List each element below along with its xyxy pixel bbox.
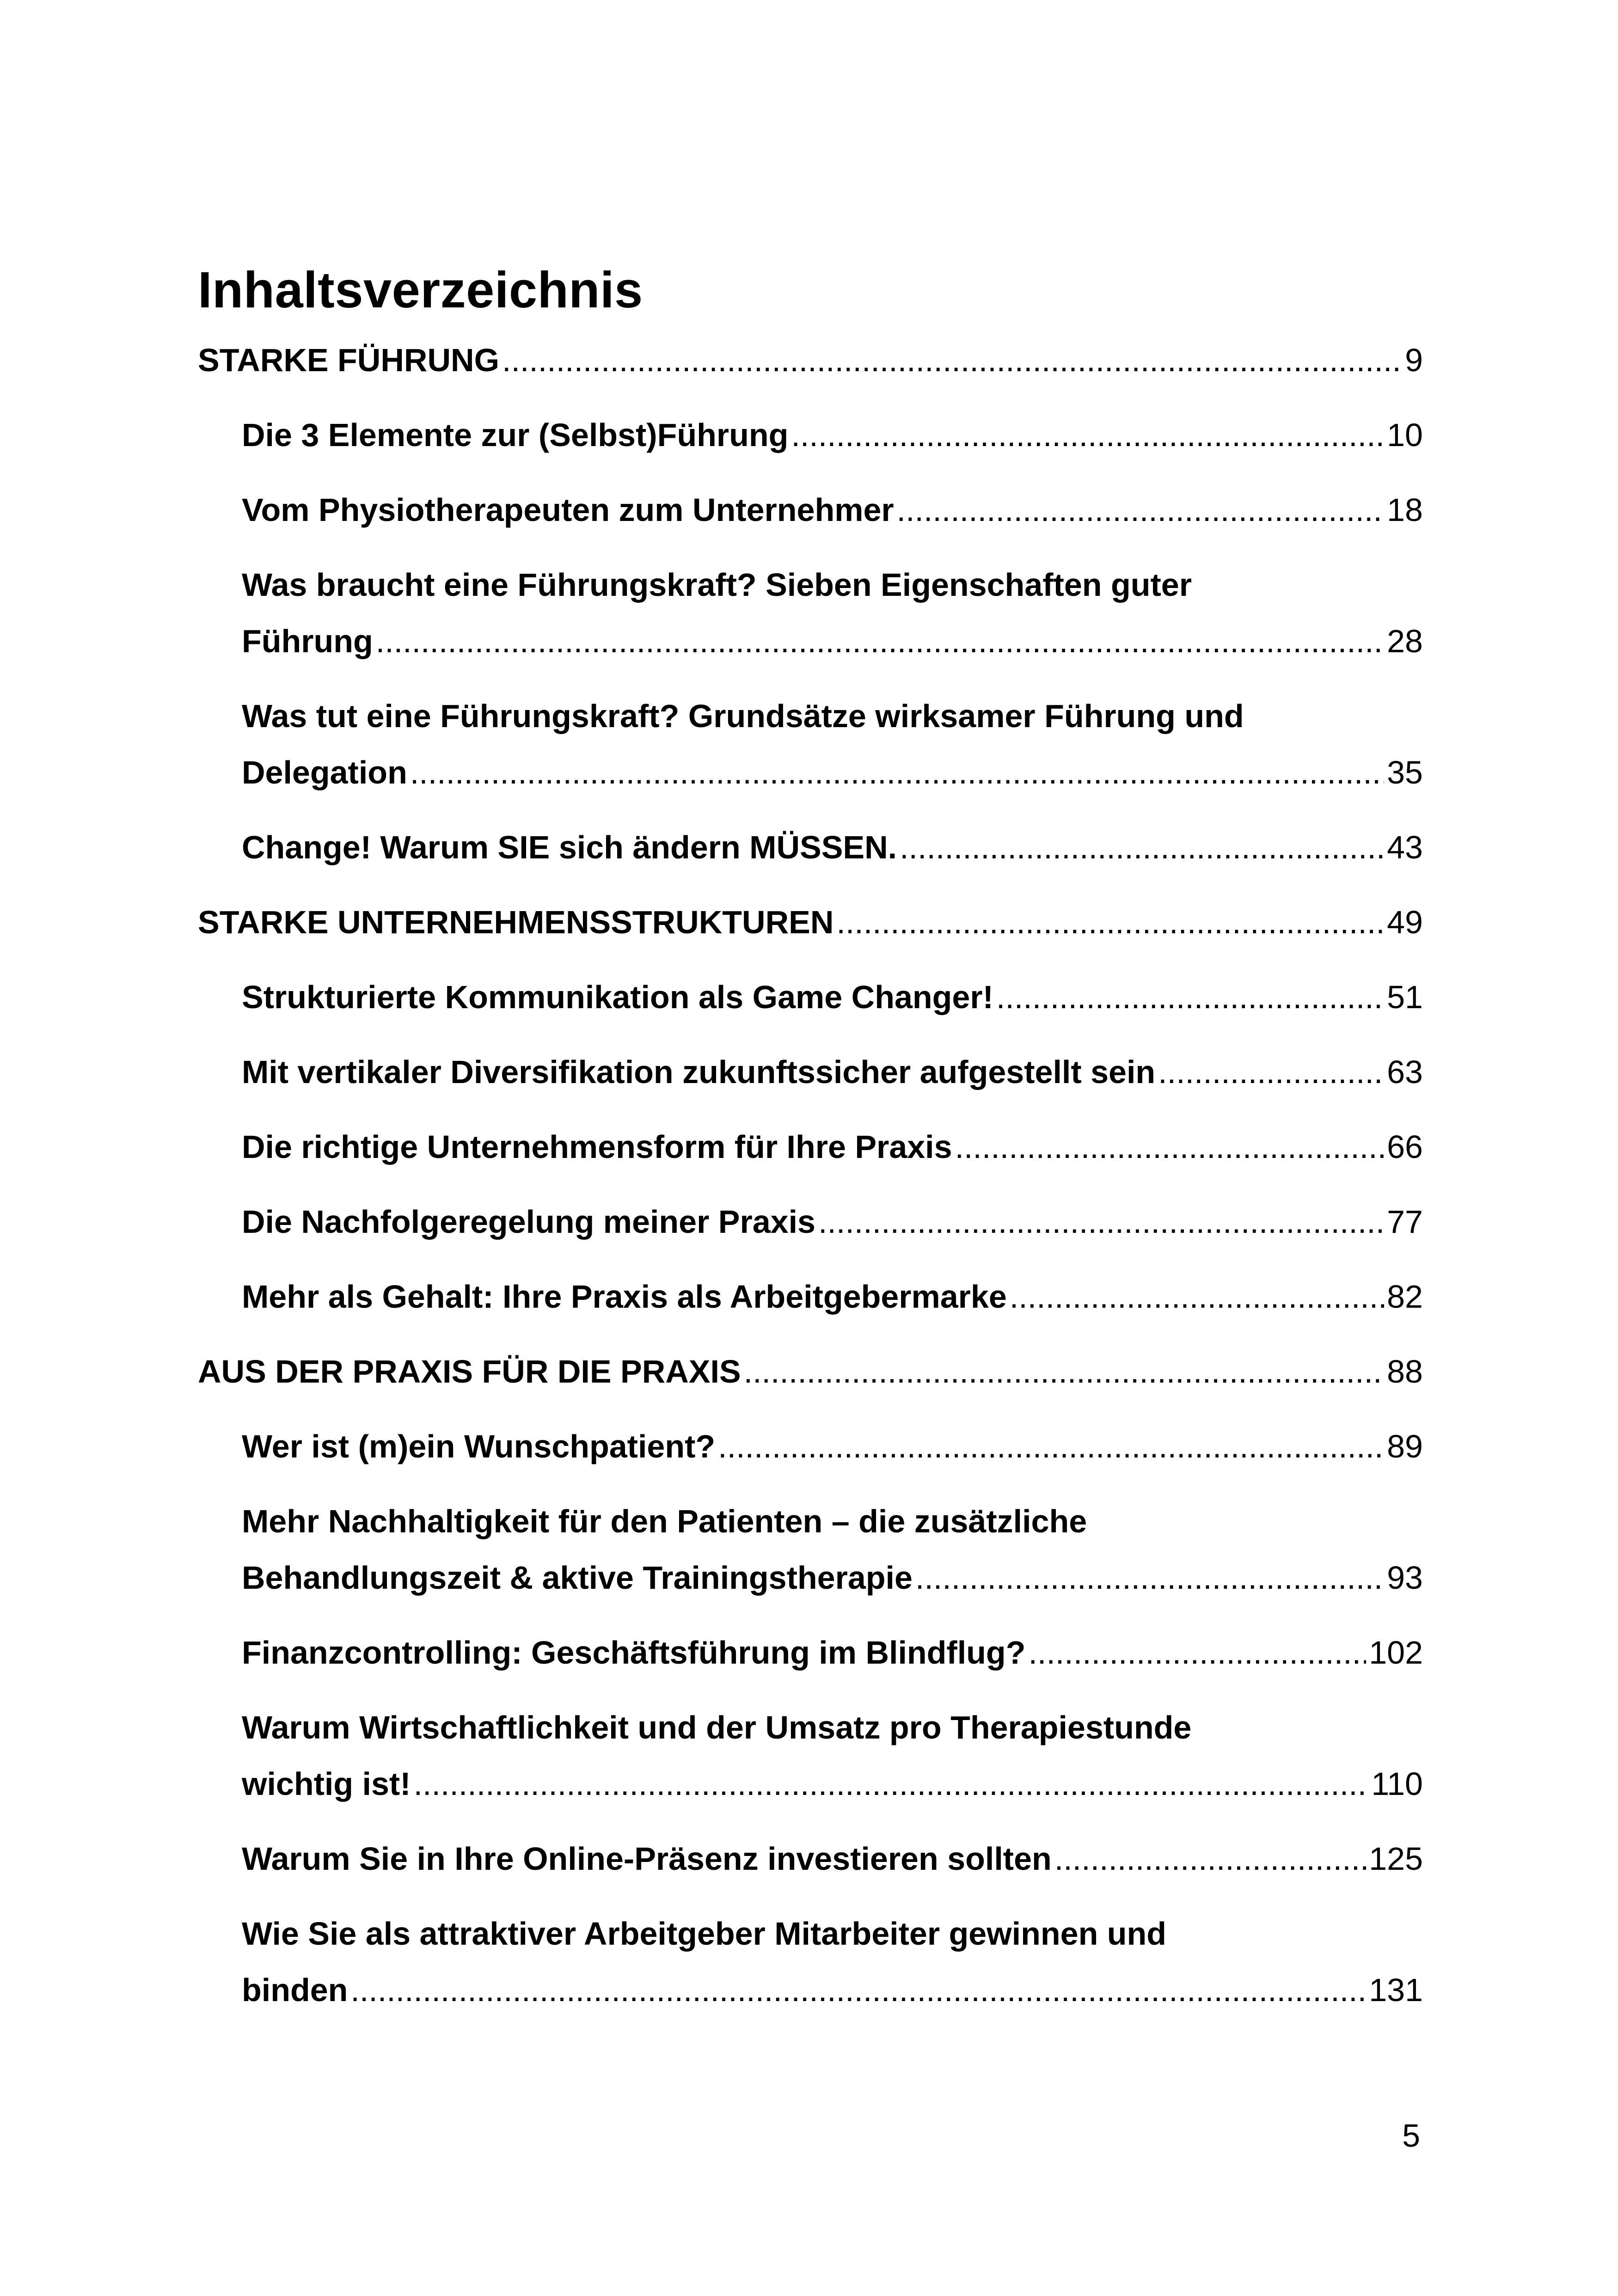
dot-leader bbox=[955, 1119, 1385, 1175]
toc-page-number: 110 bbox=[1371, 1766, 1423, 1802]
toc-entry-title-line: Warum Sie in Ihre Online-Präsenz investieren sollten bbox=[242, 1841, 1052, 1877]
toc-page-number: 10 bbox=[1387, 417, 1423, 453]
toc-page-number: 18 bbox=[1387, 492, 1423, 528]
toc-page-number: 66 bbox=[1387, 1129, 1423, 1165]
toc-page-number: 77 bbox=[1387, 1204, 1423, 1240]
toc-entry-title-line: Mehr Nachhaltigkeit für den Patienten – die zusätzliche bbox=[242, 1503, 1087, 1539]
dot-leader bbox=[1158, 1044, 1384, 1100]
toc-entry-title-line: STARKE UNTERNEHMENSSTRUKTUREN bbox=[198, 904, 834, 940]
toc-chapter-entry[interactable] bbox=[198, 1268, 1423, 1325]
toc-section-entry[interactable] bbox=[198, 894, 1423, 950]
toc-chapter-entry[interactable] bbox=[198, 688, 1423, 801]
toc-page-number: 49 bbox=[1387, 904, 1423, 940]
toc-page-number: 28 bbox=[1387, 623, 1423, 659]
toc-entry-title-line: wichtig ist! bbox=[242, 1766, 411, 1802]
dot-leader bbox=[897, 482, 1384, 538]
toc-entry-title-line: STARKE FÜHRUNG bbox=[198, 342, 500, 378]
dot-leader bbox=[791, 407, 1384, 463]
toc-entry-title-line: Die Nachfolgeregelung meiner Praxis bbox=[242, 1204, 815, 1240]
dot-leader bbox=[915, 1549, 1384, 1606]
toc-page-number: 88 bbox=[1387, 1353, 1423, 1390]
toc-chapter-entry[interactable] bbox=[198, 1418, 1423, 1475]
toc-entry-title-line: Mit vertikaler Diversifikation zukunftssicher aufgestellt sein bbox=[242, 1054, 1156, 1090]
dot-leader bbox=[414, 1756, 1369, 1812]
toc-entry-title-line: Führung bbox=[242, 623, 373, 659]
dot-leader bbox=[376, 613, 1384, 669]
toc-chapter-entry[interactable] bbox=[198, 557, 1423, 669]
toc-page-number: 102 bbox=[1369, 1635, 1423, 1671]
toc-entry-title-line: binden bbox=[242, 1972, 348, 2008]
dot-leader bbox=[836, 894, 1384, 950]
toc-page-number: 125 bbox=[1369, 1841, 1423, 1877]
toc-chapter-entry[interactable] bbox=[198, 1699, 1423, 1812]
toc-chapter-entry[interactable] bbox=[198, 1194, 1423, 1250]
toc-entry-title-line: Die richtige Unternehmensform für Ihre Praxis bbox=[242, 1129, 952, 1165]
toc-chapter-entry[interactable] bbox=[198, 1493, 1423, 1606]
page-title: Inhaltsverzeichnis bbox=[198, 261, 643, 318]
dot-leader bbox=[350, 1962, 1366, 2018]
toc-entry-title-line: Strukturierte Kommunikation als Game Changer! bbox=[242, 979, 993, 1015]
toc-entry-title-line: Die 3 Elemente zur (Selbst)Führung bbox=[242, 417, 789, 453]
toc-entry-title-line: Warum Wirtschaftlichkeit und der Umsatz pro Therapiestunde bbox=[242, 1709, 1192, 1745]
toc-section-entry[interactable] bbox=[198, 1343, 1423, 1400]
toc-entry-title-line: Behandlungszeit & aktive Trainingstherapie bbox=[242, 1560, 913, 1596]
toc-page-number: 82 bbox=[1387, 1279, 1423, 1315]
toc-chapter-entry[interactable] bbox=[198, 1119, 1423, 1175]
toc-page-number: 9 bbox=[1405, 342, 1423, 378]
dot-leader bbox=[1028, 1624, 1366, 1681]
toc-chapter-entry[interactable] bbox=[198, 1624, 1423, 1681]
toc-entry-title-line: Was tut eine Führungskraft? Grundsätze wirksamer Führung und bbox=[242, 698, 1244, 734]
toc-chapter-entry[interactable] bbox=[198, 969, 1423, 1025]
toc-section-entry[interactable] bbox=[198, 332, 1423, 388]
dot-leader bbox=[996, 969, 1384, 1025]
dot-leader bbox=[502, 332, 1402, 388]
toc-entry-title-line: Wer ist (m)ein Wunschpatient? bbox=[242, 1428, 716, 1464]
table-of-contents bbox=[198, 332, 1423, 2037]
toc-page-number: 43 bbox=[1387, 829, 1423, 865]
dot-leader bbox=[744, 1343, 1385, 1400]
dot-leader bbox=[718, 1418, 1384, 1475]
dot-leader bbox=[1054, 1831, 1366, 1887]
toc-page-number: 51 bbox=[1387, 979, 1423, 1015]
toc-entry-title-line: AUS DER PRAXIS FÜR DIE PRAXIS bbox=[198, 1353, 741, 1390]
toc-chapter-entry[interactable] bbox=[198, 1831, 1423, 1887]
toc-entry-title-line: Mehr als Gehalt: Ihre Praxis als Arbeitgebermarke bbox=[242, 1279, 1007, 1315]
toc-chapter-entry[interactable] bbox=[198, 407, 1423, 463]
toc-entry-title-line: Was braucht eine Führungskraft? Sieben Eigenschaften guter bbox=[242, 567, 1192, 603]
page-number: 5 bbox=[1402, 2118, 1420, 2154]
toc-chapter-entry[interactable] bbox=[198, 1905, 1423, 2018]
dot-leader bbox=[818, 1194, 1384, 1250]
dot-leader bbox=[410, 744, 1384, 801]
toc-entry-title-line: Change! Warum SIE sich ändern MÜSSEN. bbox=[242, 829, 897, 865]
toc-entry-title-line: Finanzcontrolling: Geschäftsführung im Blindflug? bbox=[242, 1635, 1026, 1671]
toc-chapter-entry[interactable] bbox=[198, 1044, 1423, 1100]
dot-leader bbox=[1010, 1268, 1384, 1325]
toc-entry-title-line: Vom Physiotherapeuten zum Unternehmer bbox=[242, 492, 894, 528]
toc-page-number: 89 bbox=[1387, 1428, 1423, 1464]
dot-leader bbox=[900, 819, 1384, 876]
toc-entry-title-line: Wie Sie als attraktiver Arbeitgeber Mitarbeiter gewinnen und bbox=[242, 1916, 1167, 1952]
toc-chapter-entry[interactable] bbox=[198, 482, 1423, 538]
toc-page-number: 35 bbox=[1387, 754, 1423, 790]
toc-entry-title-line: Delegation bbox=[242, 754, 407, 790]
toc-page-number: 131 bbox=[1369, 1972, 1423, 2008]
toc-page-number: 93 bbox=[1387, 1560, 1423, 1596]
toc-chapter-entry[interactable] bbox=[198, 819, 1423, 876]
toc-page-number: 63 bbox=[1387, 1054, 1423, 1090]
